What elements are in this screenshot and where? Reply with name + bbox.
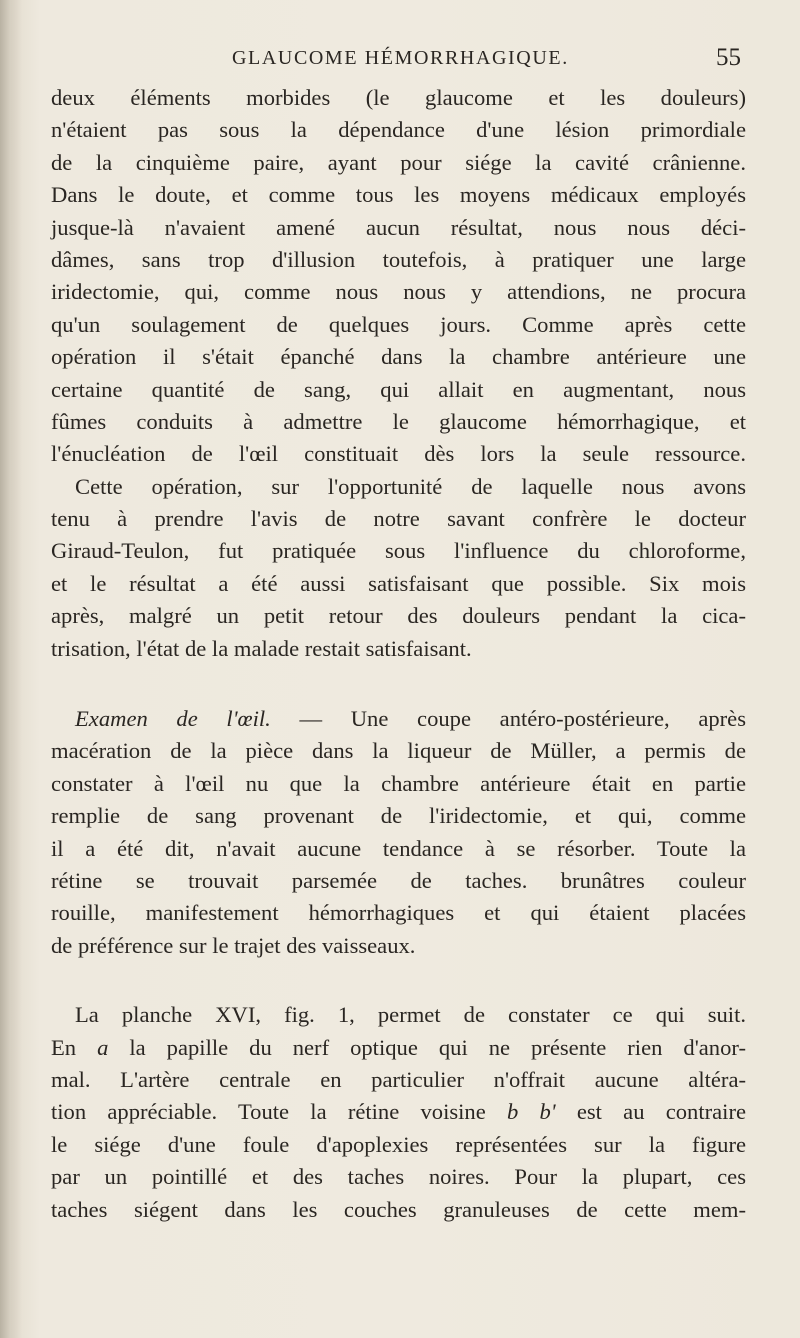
text-line: rouille, manifestement hémorrhagiques et qui étaient placées — [51, 900, 746, 926]
text-line: iridectomie, qui, comme nous nous y attendions, ne procura — [51, 279, 746, 305]
text-line: Dans le doute, et comme tous les moyens médicaux employés — [51, 182, 746, 208]
text-line: certaine quantité de sang, qui allait en augmentant, nous — [51, 376, 746, 402]
text-line: le siége d'une foule d'apoplexies représentées sur la figure — [51, 1131, 746, 1157]
text-fragment: la papille du nerf optique qui ne présente rien d'anor- — [108, 1034, 746, 1060]
text-line: Cette opération, sur l'opportunité de laquelle nous avons — [75, 473, 746, 499]
text-line: Giraud-Teulon, fut pratiquée sous l'influence du chloroforme, — [51, 538, 746, 564]
text-line: de préférence sur le trajet des vaisseaux. — [51, 932, 416, 958]
paragraph-continuation — [51, 82, 746, 471]
text-line: trisation, l'état de la malade restait satisfaisant. — [51, 635, 472, 661]
text-line: il a été dit, n'avait aucune tendance à se résorber. Toute la — [51, 835, 746, 861]
paragraph-gap — [51, 665, 746, 703]
text-line: par un pointillé et des taches noires. Pour la plupart, ces — [51, 1164, 746, 1190]
text-line: jusque-là n'avaient amené aucun résultat, nous nous déci- — [51, 214, 746, 240]
running-head — [0, 44, 800, 78]
text-line: remplie de sang provenant de l'iridectomie, et qui, comme — [51, 803, 746, 829]
text-line: deux éléments morbides (le glaucome et les douleurs) — [51, 85, 746, 110]
text-line: l'énucléation de l'œil constituait dès lors la seule ressource. — [51, 441, 746, 467]
text-line: constater à l'œil nu que la chambre antérieure était en partie — [51, 770, 746, 796]
figure-letter: b b' — [506, 1099, 556, 1125]
text-line: dâmes, sans trop d'illusion toutefois, à pratiquer une large — [51, 246, 746, 272]
text-line: rétine se trouvait parsemée de taches. brunâtres couleur — [51, 867, 746, 893]
body-text — [51, 82, 746, 1226]
text-line — [51, 1096, 746, 1128]
text-line: après, malgré un petit retour des douleurs pendant la cica- — [51, 603, 746, 629]
page-number: 55 — [716, 44, 741, 71]
paragraph-operation — [51, 471, 746, 665]
running-title: GLAUCOME HÉMORRHAGIQUE. — [232, 47, 569, 69]
text-line: de la cinquième paire, ayant pour siége la cavité crânienne. — [51, 149, 746, 175]
text-line — [51, 1032, 746, 1064]
text-line: et le résultat a été aussi satisfaisant que possible. Six mois — [51, 570, 746, 596]
text-fragment: tion appréciable. Toute la rétine voisine — [51, 1099, 507, 1125]
spine-shadow — [0, 0, 22, 1338]
heading-continuation: — Une coupe antéro-postérieure, après — [270, 706, 746, 732]
text-line: n'étaient pas sous la dépendance d'une lésion primordiale — [51, 117, 746, 143]
figure-letter: a — [97, 1034, 109, 1060]
text-line: tenu à prendre l'avis de notre savant confrère le docteur — [51, 506, 746, 532]
text-fragment: En — [51, 1034, 98, 1060]
section-heading: Examen de l'œil. — [75, 706, 271, 732]
text-line: La planche XVI, fig. 1, permet de constater ce qui suit. — [75, 1002, 746, 1028]
text-line: macération de la pièce dans la liqueur de Müller, a permis de — [51, 738, 746, 764]
text-line: opération il s'était épanché dans la chambre antérieure une — [51, 344, 746, 370]
paragraph-planche — [51, 999, 746, 1226]
paragraph-gap — [51, 962, 746, 999]
paragraph-examen — [51, 703, 746, 962]
text-line: fûmes conduits à admettre le glaucome hémorrhagique, et — [51, 408, 746, 434]
text-line — [51, 703, 746, 735]
text-line: taches siégent dans les couches granuleuses de cette mem- — [51, 1196, 746, 1222]
text-fragment: est au contraire — [555, 1099, 746, 1125]
text-line: mal. L'artère centrale en particulier n'offrait aucune altéra- — [51, 1066, 746, 1092]
text-line: qu'un soulagement de quelques jours. Comme après cette — [51, 311, 746, 337]
